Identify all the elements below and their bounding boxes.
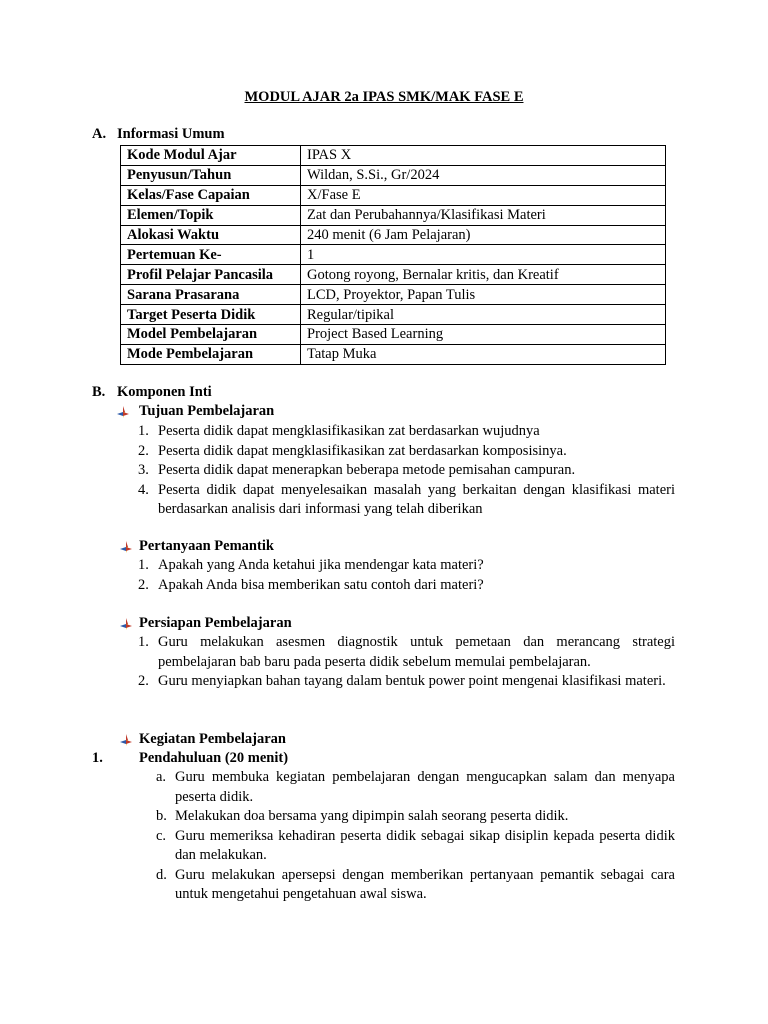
section-b-heading: Komponen Inti	[117, 384, 212, 400]
kegiatan-item	[156, 866, 675, 905]
persiapan-item	[138, 672, 675, 692]
pertanyaan-item	[138, 576, 675, 596]
info-value: 240 menit (6 Jam Pelajaran)	[301, 225, 666, 245]
info-key: Alokasi Waktu	[121, 225, 301, 245]
info-value: LCD, Proyektor, Papan Tulis	[301, 285, 666, 305]
kegiatan-item	[156, 807, 675, 827]
list-item-text: Apakah yang Anda ketahui jika mendengar kata materi?	[158, 557, 484, 573]
info-key: Mode Pembelajaran	[121, 344, 301, 364]
section-a-letter: A.	[92, 126, 107, 142]
list-item-number: 3.	[138, 462, 149, 478]
kegiatan-list	[156, 768, 675, 905]
document-title: MODUL AJAR 2a IPAS SMK/MAK FASE E	[244, 89, 524, 105]
kegiatan-item	[156, 768, 675, 807]
list-item-text: Melakukan doa bersama yang dipimpin salah seorang peserta didik.	[175, 808, 569, 824]
list-item-text: Peserta didik dapat menerapkan beberapa metode pemisahan campuran.	[158, 462, 576, 478]
list-item-text: Peserta didik dapat mengklasifikasikan zat berdasarkan komposisinya.	[158, 442, 567, 459]
pertanyaan-heading: Pertanyaan Pemantik	[139, 538, 274, 554]
kegiatan-step-number: 1.	[92, 750, 103, 766]
info-key: Target Peserta Didik	[121, 305, 301, 325]
list-item-text: Peserta didik dapat mengklasifikasikan zat berdasarkan wujudnya	[158, 423, 540, 439]
list-item-number: 4.	[138, 481, 149, 498]
info-key: Penyusun/Tahun	[121, 165, 301, 185]
section-a-heading: Informasi Umum	[117, 126, 225, 142]
list-item-text: Guru memeriksa kehadiran peserta didik sebagai sikap disiplin kepada peserta didik dan melakukan.	[175, 827, 675, 863]
list-item-number: 1.	[138, 634, 149, 650]
info-table	[120, 145, 666, 365]
info-row	[121, 285, 666, 305]
list-item-number: c.	[156, 827, 167, 844]
list-item-number: d.	[156, 866, 167, 883]
section-b-letter: B.	[92, 384, 106, 400]
info-key: Kode Modul Ajar	[121, 146, 301, 166]
info-row	[121, 165, 666, 185]
list-item-text: Peserta didik dapat menyelesaikan masalah yang berkaitan dengan klasifikasi materi berdasarkan analisis dari informasi yang telah diberikan	[158, 481, 675, 517]
info-value: Zat dan Perubahannya/Klasifikasi Materi	[301, 205, 666, 225]
persiapan-list	[138, 633, 675, 692]
list-item-number: 1.	[138, 423, 149, 439]
info-row	[121, 344, 666, 364]
info-key: Kelas/Fase Capaian	[121, 185, 301, 205]
list-item-number: 2.	[138, 442, 149, 459]
info-row	[121, 325, 666, 345]
info-value: Regular/tipikal	[301, 305, 666, 325]
list-item-text: Guru membuka kegiatan pembelajaran dengan mengucapkan salam dan menyapa peserta didik.	[175, 769, 675, 805]
info-value: 1	[301, 245, 666, 265]
bullet-icon	[120, 734, 132, 746]
tujuan-item	[138, 481, 675, 520]
bullet-icon	[120, 618, 132, 630]
info-row	[121, 146, 666, 166]
tujuan-item	[138, 422, 675, 442]
tujuan-item	[138, 461, 675, 481]
persiapan-heading: Persiapan Pembelajaran	[139, 615, 292, 631]
pertanyaan-list	[138, 556, 675, 595]
info-row	[121, 265, 666, 285]
info-value: Wildan, S.Si., Gr/2024	[301, 165, 666, 185]
list-item-number: 2.	[138, 576, 149, 593]
info-key: Model Pembelajaran	[121, 325, 301, 345]
bullet-icon	[120, 541, 132, 553]
persiapan-item	[138, 633, 675, 672]
pertanyaan-item	[138, 556, 675, 576]
info-row	[121, 225, 666, 245]
kegiatan-heading: Kegiatan Pembelajaran	[139, 731, 286, 747]
info-row	[121, 205, 666, 225]
bullet-icon	[117, 406, 129, 418]
list-item-text: Apakah Anda bisa memberikan satu contoh dari materi?	[158, 576, 484, 593]
info-key: Profil Pelajar Pancasila	[121, 265, 301, 285]
list-item-number: 2.	[138, 673, 149, 689]
info-key: Sarana Prasarana	[121, 285, 301, 305]
list-item-text: Guru menyiapkan bahan tayang dalam bentuk power point mengenai klasifikasi materi.	[158, 673, 666, 689]
info-row	[121, 305, 666, 325]
info-row	[121, 185, 666, 205]
tujuan-item	[138, 442, 675, 462]
list-item-number: b.	[156, 808, 167, 824]
info-row	[121, 245, 666, 265]
list-item-text: Guru melakukan asesmen diagnostik untuk pemetaan dan merancang strategi pembelajaran bab baru pada peserta didik sebelum memulai pembelajaran.	[158, 634, 675, 670]
kegiatan-item	[156, 827, 675, 866]
tujuan-list	[138, 422, 675, 520]
info-value: Project Based Learning	[301, 325, 666, 345]
list-item-number: a.	[156, 769, 167, 785]
info-value: Tatap Muka	[301, 344, 666, 364]
info-value: X/Fase E	[301, 185, 666, 205]
list-item-text: Guru melakukan apersepsi dengan memberikan pertanyaan pemantik sebagai cara untuk mengetahui pengetahuan awal siswa.	[175, 866, 675, 902]
kegiatan-step-title: Pendahuluan (20 menit)	[139, 750, 289, 766]
list-item-number: 1.	[138, 557, 149, 573]
info-value: Gotong royong, Bernalar kritis, dan Kreatif	[301, 265, 666, 285]
info-value: IPAS X	[301, 146, 666, 166]
info-key: Pertemuan Ke-	[121, 245, 301, 265]
tujuan-heading: Tujuan Pembelajaran	[139, 403, 275, 419]
info-key: Elemen/Topik	[121, 205, 301, 225]
